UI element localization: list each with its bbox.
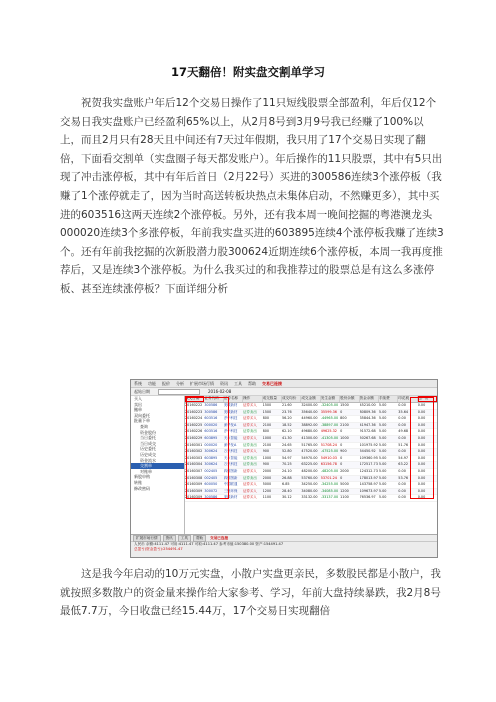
table-cell: 证券买入 bbox=[243, 422, 257, 427]
table-cell: -41305.00 bbox=[320, 435, 339, 440]
column-header: 成交均价 bbox=[282, 396, 301, 402]
column-header: 手续费 bbox=[379, 396, 398, 402]
table-cell: 56.20 bbox=[281, 416, 292, 421]
column-header: 股份余额 bbox=[340, 396, 359, 402]
table-cell: 20160224 bbox=[185, 416, 203, 421]
table-cell: 20160309 bbox=[185, 495, 203, 500]
menu-item[interactable]: 分析 bbox=[176, 381, 184, 386]
table-cell: 54.97 bbox=[398, 455, 409, 460]
table-cell: 603516 bbox=[204, 429, 218, 434]
table-cell: 证券买入 bbox=[243, 495, 257, 500]
table-cell: 0.00 bbox=[398, 468, 406, 473]
table-cell: 124312.73 bbox=[359, 468, 378, 473]
table-cell: 34080.00 bbox=[301, 488, 318, 493]
table-cell: 2100 bbox=[262, 422, 272, 427]
table-cell: 26.88 bbox=[281, 475, 292, 480]
table-cell: 美联新材 bbox=[223, 409, 238, 414]
table-cell: 0.00 bbox=[398, 422, 406, 427]
table-cell: 5.00 bbox=[378, 416, 387, 421]
table-cell: 0.00 bbox=[417, 468, 426, 473]
table-cell: 54910.03 bbox=[320, 455, 337, 460]
table-cell: 000020 bbox=[204, 422, 218, 427]
table-cell: 30.12 bbox=[281, 495, 292, 500]
table-cell: 0.00 bbox=[417, 462, 426, 467]
table-cell: 63225.00 bbox=[301, 462, 318, 467]
table-cell: 0.00 bbox=[398, 495, 406, 500]
column-header: 过户费 bbox=[418, 396, 437, 402]
table-cell: 0 bbox=[340, 429, 343, 434]
table-cell: 63156.78 bbox=[320, 462, 337, 467]
table-cell: 300624 bbox=[204, 449, 218, 454]
table-cell: 0.00 bbox=[417, 403, 426, 407]
article-paragraph-1: 祝贺我实盘账户年后12个交易日操作了11只短线股票全部盈利，年后仅12个交易日我实盘账户已经盈利65%以上，从2月8号到3月9号我已经赚了100%以上，而且2月只有28天且中间还有7天过年假期，我只用了17个交易日实现了翻倍，下面看交割单（实盘圈子每天都发账户）。年后操作的11只股票，其中有5只出现了冲击涨停板，其中有年后首日（2月22号）买进的300586连续3个涨停板（我赚了1个涨停就走了，因为当时高送转板块热点未集体启动，不然赚更多），其中买进的603516这两天连续2个涨停板。另外，还有我本周一晚间挖掘的粤港澳龙头000020连续3个多涨停板，年前我实盘买进的603895连续4个涨停板我赚了连续3个。还有年前我挖掘的次新股潜力股300624近期连续6个涨停板，本周一我再度推荐后，又是连续3个涨停板。为什么我买过的和我推荐过的股票总是有这么多涨停板、甚至连续涨停板？下面详细分析 bbox=[60, 97, 444, 295]
table-cell: 20160229 bbox=[185, 435, 203, 440]
table-cell: 47520.00 bbox=[301, 449, 318, 454]
table-cell: 淳中科技 bbox=[223, 429, 238, 434]
table-cell: 1200 bbox=[340, 488, 349, 493]
table-cell: 1500 bbox=[262, 403, 272, 407]
table-cell: 5.00 bbox=[378, 488, 387, 493]
table-cell: 0.00 bbox=[417, 422, 426, 427]
table-cell: 淳中科技 bbox=[223, 416, 238, 421]
table-cell: 5000 bbox=[340, 482, 349, 487]
table-cell: -48205.00 bbox=[320, 468, 339, 473]
table-cell: 28.40 bbox=[281, 488, 292, 493]
menu-item[interactable]: 帮助 bbox=[248, 381, 256, 386]
table-cell: 1000 bbox=[262, 455, 272, 460]
table-cell: 35844.36 bbox=[359, 416, 376, 421]
article-title: 17天翻倍！附实盘交割单学习 bbox=[170, 65, 325, 79]
table-cell: 800 bbox=[262, 416, 270, 421]
table-cell: 0 bbox=[340, 462, 343, 467]
article-paragraph-2: 这是我今年启动的10万元实盘，小散户实盘更亲民，多数股民都是小散户，我就按照多数散户的资金量来操作给大家参考、学习，年前大盘持续暴跌，我2月8号最低7.7万，今日收盘已经15.44万，17个交易日实现翻倍 bbox=[60, 568, 441, 618]
table-cell: 0 bbox=[340, 442, 343, 447]
table-cell: 证券买入 bbox=[243, 449, 257, 454]
table-cell: 天永智能 bbox=[223, 435, 238, 440]
connection-status: 交易已连接 bbox=[262, 381, 282, 386]
tree-item[interactable]: 修改密码 bbox=[134, 485, 150, 491]
menu-item[interactable]: 扩展市场行情 bbox=[190, 381, 214, 386]
table-cell: 0.00 bbox=[417, 429, 426, 434]
table-cell: 51.76 bbox=[398, 442, 409, 447]
table-cell: 49.68 bbox=[398, 429, 409, 434]
highlight-box-right bbox=[410, 397, 434, 499]
table-cell: 证券买入 bbox=[243, 488, 257, 493]
table-cell: 深华发A bbox=[223, 422, 237, 427]
column-header: 证券名称 bbox=[224, 396, 243, 402]
date-value: 2016-02-08 bbox=[208, 389, 232, 394]
tree-item[interactable]: 卖出 bbox=[134, 401, 142, 407]
table-cell: 53701.24 bbox=[320, 475, 337, 480]
table-cell: 32400.00 bbox=[301, 403, 318, 407]
table-cell: 63.22 bbox=[398, 462, 409, 467]
table-cell: 51708.24 bbox=[320, 442, 337, 447]
bottom-tab[interactable]: 帮助 bbox=[193, 535, 206, 542]
table-cell: 33132.00 bbox=[301, 495, 318, 500]
table-cell: 证券买入 bbox=[243, 416, 257, 421]
table-cell: 万兴科技 bbox=[223, 449, 238, 454]
table-cell: 天永智能 bbox=[223, 455, 238, 460]
table-cell: -44965.00 bbox=[320, 416, 339, 421]
table-cell: 证券买入 bbox=[243, 435, 257, 440]
table-cell: 证券买入 bbox=[243, 468, 257, 473]
table-cell: 5.00 bbox=[378, 455, 387, 460]
tree-item[interactable]: 批量下单 bbox=[134, 418, 150, 424]
table-cell: 76536.97 bbox=[359, 495, 376, 500]
column-header: 发生金额 bbox=[321, 396, 340, 402]
tree-item[interactable]: 资金流水 bbox=[140, 457, 156, 463]
tree-item[interactable]: 撤单 bbox=[134, 407, 142, 413]
table-cell: 51765.00 bbox=[301, 442, 318, 447]
table-cell: 1000 bbox=[262, 435, 272, 440]
table-cell: 四维图新 bbox=[223, 468, 238, 473]
table-cell: 300624 bbox=[204, 462, 218, 467]
tree-item[interactable]: 新股申购 bbox=[134, 474, 150, 480]
table-cell: 深华发A bbox=[223, 442, 237, 447]
column-header: 成交金额 bbox=[301, 396, 320, 402]
table-cell: 0.00 bbox=[398, 482, 406, 487]
table-cell: 53.76 bbox=[398, 475, 409, 480]
menu-item[interactable]: 工具 bbox=[234, 381, 242, 386]
table-cell: 49625.32 bbox=[320, 429, 337, 434]
query-toolbar bbox=[131, 388, 437, 396]
table-cell: 6.85 bbox=[281, 482, 290, 487]
account-summary-bar bbox=[131, 534, 437, 557]
table-cell: 证券卖出 bbox=[243, 455, 257, 460]
table-cell: 0.00 bbox=[398, 403, 406, 407]
tree-item[interactable]: 查询 bbox=[140, 423, 148, 429]
table-cell: 49680.00 bbox=[301, 429, 318, 434]
table-cell: -34085.00 bbox=[320, 488, 339, 493]
table-cell: 证券卖出 bbox=[243, 462, 257, 467]
table-cell: 54.97 bbox=[281, 455, 292, 460]
table-cell: 0.00 bbox=[398, 435, 406, 440]
bottom-tabs bbox=[131, 535, 437, 542]
table-cell: 0.00 bbox=[398, 449, 406, 454]
account-summary-line: 人民币 余额:4111.47 可用:4111.47 可取:4111.47 参考市值:150380.00 资产:154491.47 bbox=[134, 542, 284, 546]
table-cell: 20160304 bbox=[185, 462, 203, 467]
table-cell: 20160308 bbox=[185, 475, 203, 480]
table-cell: 172517.73 bbox=[359, 462, 378, 467]
table-cell: 1100 bbox=[262, 495, 272, 500]
menu-item[interactable]: 报价 bbox=[162, 381, 170, 386]
table-cell: 34250.00 bbox=[301, 482, 318, 487]
table-cell: 23.76 bbox=[281, 409, 292, 414]
table-cell: 证券卖出 bbox=[243, 442, 257, 447]
table-cell: 5000 bbox=[262, 482, 272, 487]
table-cell: 20160307 bbox=[185, 468, 203, 473]
bottom-tab[interactable]: 工具 bbox=[178, 535, 191, 542]
menu-item[interactable]: 功能 bbox=[148, 381, 156, 386]
table-cell: 5.00 bbox=[378, 442, 387, 447]
table-cell: 300586 bbox=[204, 495, 218, 500]
table-cell: 5.00 bbox=[378, 429, 387, 434]
column-header: 资金余额 bbox=[360, 396, 379, 402]
table-cell: 35.64 bbox=[398, 409, 409, 414]
bottom-tab[interactable]: 资讯 bbox=[163, 535, 176, 542]
table-cell: 300586 bbox=[204, 403, 218, 407]
table-cell: 45210.00 bbox=[359, 403, 376, 407]
table-cell: 证券买入 bbox=[243, 482, 257, 487]
column-header: 印花税 bbox=[398, 396, 417, 402]
table-cell: 万兴科技 bbox=[223, 462, 238, 467]
table-cell: 0.00 bbox=[417, 442, 426, 447]
table-cell: 143758.97 bbox=[359, 482, 378, 487]
trading-software-screenshot bbox=[130, 379, 438, 558]
table-cell: 603516 bbox=[204, 416, 218, 421]
table-cell: 20160303 bbox=[185, 455, 203, 460]
table-cell: 603895 bbox=[204, 435, 218, 440]
tree-item[interactable]: 对账单 bbox=[140, 468, 152, 474]
table-cell: -32405.00 bbox=[320, 403, 339, 407]
table-cell: 5.00 bbox=[378, 482, 387, 487]
tree-item[interactable]: 当日成交 bbox=[140, 440, 156, 446]
table-cell: 20160222 bbox=[185, 403, 203, 407]
column-header: 成交数量 bbox=[263, 396, 282, 402]
table-cell: 20160225 bbox=[185, 422, 203, 427]
table-cell: 80809.36 bbox=[359, 409, 376, 414]
tree-item[interactable]: 历史委托 bbox=[140, 446, 156, 452]
table-cell: 21.60 bbox=[281, 403, 292, 407]
table-cell: 20160301 bbox=[185, 442, 203, 447]
table-cell: 0 bbox=[340, 455, 343, 460]
table-cell: 50267.68 bbox=[359, 435, 376, 440]
tree-item[interactable]: 资金股份 bbox=[140, 429, 156, 435]
table-cell: 24.65 bbox=[281, 442, 292, 447]
table-cell: 44960.00 bbox=[301, 416, 318, 421]
table-cell: 0.00 bbox=[417, 482, 426, 487]
table-cell: 5.00 bbox=[378, 468, 387, 473]
date-label: 起始日期 bbox=[134, 389, 150, 394]
table-cell: 1500 bbox=[340, 403, 349, 407]
table-cell: 中国联通 bbox=[223, 482, 238, 487]
table-cell: 0.00 bbox=[398, 416, 406, 421]
table-cell: 美联新材 bbox=[223, 495, 238, 500]
bottom-tab[interactable]: 扩展市场行情 bbox=[133, 535, 161, 542]
table-cell: 800 bbox=[340, 416, 347, 421]
table-cell: 000020 bbox=[204, 442, 218, 447]
table-cell: 41947.36 bbox=[359, 422, 376, 427]
table-cell: 91572.68 bbox=[359, 429, 376, 434]
table-cell: 900 bbox=[262, 462, 270, 467]
table-cell: 300072 bbox=[204, 488, 218, 493]
table-cell: 证券卖出 bbox=[243, 409, 257, 414]
table-cell: 600050 bbox=[204, 482, 218, 487]
table-cell: 109360.95 bbox=[359, 455, 378, 460]
tree-item[interactable]: 交割单 bbox=[131, 463, 184, 469]
table-cell: -33137.00 bbox=[320, 495, 339, 500]
table-cell: 2000 bbox=[262, 468, 272, 473]
table-cell: 002405 bbox=[204, 475, 218, 480]
total-profit-line: 总盈亏(资金盈亏):254491.47 bbox=[134, 547, 183, 551]
table-cell: 5.00 bbox=[378, 449, 387, 454]
table-cell: 0.00 bbox=[398, 488, 406, 493]
table-cell: 20160309 bbox=[185, 482, 203, 487]
table-cell: 38892.00 bbox=[301, 422, 318, 427]
table-cell: 101975.92 bbox=[359, 442, 378, 447]
table-cell: 62.10 bbox=[281, 429, 292, 434]
table-cell: 178013.97 bbox=[359, 475, 378, 480]
table-cell: 35599.36 bbox=[320, 409, 337, 414]
table-cell: 5.00 bbox=[378, 403, 387, 407]
table-cell: 800 bbox=[262, 429, 270, 434]
table-cell: 300586 bbox=[204, 409, 218, 414]
table-cell: 5.00 bbox=[378, 409, 387, 414]
table-cell: -34255.00 bbox=[320, 482, 339, 487]
table-cell: 900 bbox=[262, 449, 270, 454]
table-cell: 002405 bbox=[204, 468, 218, 473]
table-cell: 0.00 bbox=[417, 455, 426, 460]
table-cell: 0.00 bbox=[417, 488, 426, 493]
tree-item[interactable]: 历史成交 bbox=[140, 451, 156, 457]
table-cell: 48200.00 bbox=[301, 468, 318, 473]
function-tree bbox=[131, 396, 185, 535]
column-header: 证券代码 bbox=[204, 396, 223, 402]
table-cell: 5.00 bbox=[378, 422, 387, 427]
table-cell: 0 bbox=[340, 475, 343, 480]
table-cell: 1000 bbox=[340, 435, 349, 440]
table-cell: 0.00 bbox=[417, 416, 426, 421]
table-cell: 18.52 bbox=[281, 422, 292, 427]
table-cell: 2000 bbox=[340, 468, 349, 473]
tree-item[interactable]: 双向委托 bbox=[134, 412, 150, 418]
table-cell: 53760.00 bbox=[301, 475, 318, 480]
table-cell: 0.00 bbox=[417, 449, 426, 454]
column-header: 成交日期 bbox=[185, 396, 204, 402]
table-cell: 70.25 bbox=[281, 462, 292, 467]
table-cell: 603895 bbox=[204, 455, 218, 460]
table-cell: 四维图新 bbox=[223, 475, 238, 480]
screenshot-body bbox=[131, 396, 437, 535]
bottom-connection-status: 交易已连接 bbox=[210, 535, 229, 540]
table-cell: 5.00 bbox=[378, 495, 387, 500]
table-cell: 5.00 bbox=[378, 475, 387, 480]
table-cell: 1100 bbox=[340, 495, 349, 500]
table-cell: 24.10 bbox=[281, 468, 292, 473]
table-cell: 美联新材 bbox=[223, 403, 238, 407]
table-cell: 54450.92 bbox=[359, 449, 376, 454]
table-cell: -38897.00 bbox=[320, 422, 339, 427]
table-cell: 41300.00 bbox=[301, 435, 318, 440]
highlight-box-left bbox=[186, 397, 229, 499]
table-cell: 0.00 bbox=[417, 475, 426, 480]
tree-item[interactable]: 买入 bbox=[134, 396, 142, 401]
table-cell: 41.30 bbox=[281, 435, 292, 440]
menu-bar bbox=[131, 380, 437, 388]
table-cell: 证券买入 bbox=[243, 403, 257, 407]
table-cell: 证券卖出 bbox=[243, 429, 257, 434]
table-cell: 109673.97 bbox=[359, 488, 378, 493]
table-cell: 52.80 bbox=[281, 449, 292, 454]
menu-item[interactable]: 资讯 bbox=[220, 381, 228, 386]
tree-item[interactable]: 转账 bbox=[134, 479, 142, 485]
table-cell: 证券卖出 bbox=[243, 475, 257, 480]
table-cell: 0.00 bbox=[417, 409, 426, 414]
table-cell: 2000 bbox=[262, 475, 272, 480]
menu-item[interactable]: 系统 bbox=[134, 381, 142, 386]
table-cell: 0.00 bbox=[417, 495, 426, 500]
tree-item[interactable]: 当日委托 bbox=[140, 435, 156, 441]
table-cell: 20160309 bbox=[185, 488, 203, 493]
table-cell: 1500 bbox=[262, 409, 272, 414]
table-cell: 5.00 bbox=[378, 462, 387, 467]
table-cell: 2100 bbox=[262, 442, 272, 447]
table-cell: 2100 bbox=[340, 422, 349, 427]
table-cell: 1200 bbox=[262, 488, 272, 493]
date-field bbox=[158, 389, 200, 395]
table-cell: 20160302 bbox=[185, 449, 203, 454]
table-cell: 5.00 bbox=[378, 435, 387, 440]
table-cell: 0.00 bbox=[417, 435, 426, 440]
table-cell: 三聚环保 bbox=[223, 488, 238, 493]
table-cell: 20160226 bbox=[185, 429, 203, 434]
table-cell: 20160223 bbox=[185, 409, 203, 414]
table-cell: 900 bbox=[340, 449, 347, 454]
table-cell: 54970.00 bbox=[301, 455, 318, 460]
table-cell: 0 bbox=[340, 409, 343, 414]
table-cell: -47525.00 bbox=[320, 449, 339, 454]
table-cell: 35640.00 bbox=[301, 409, 318, 414]
column-header: 操作 bbox=[243, 396, 262, 402]
